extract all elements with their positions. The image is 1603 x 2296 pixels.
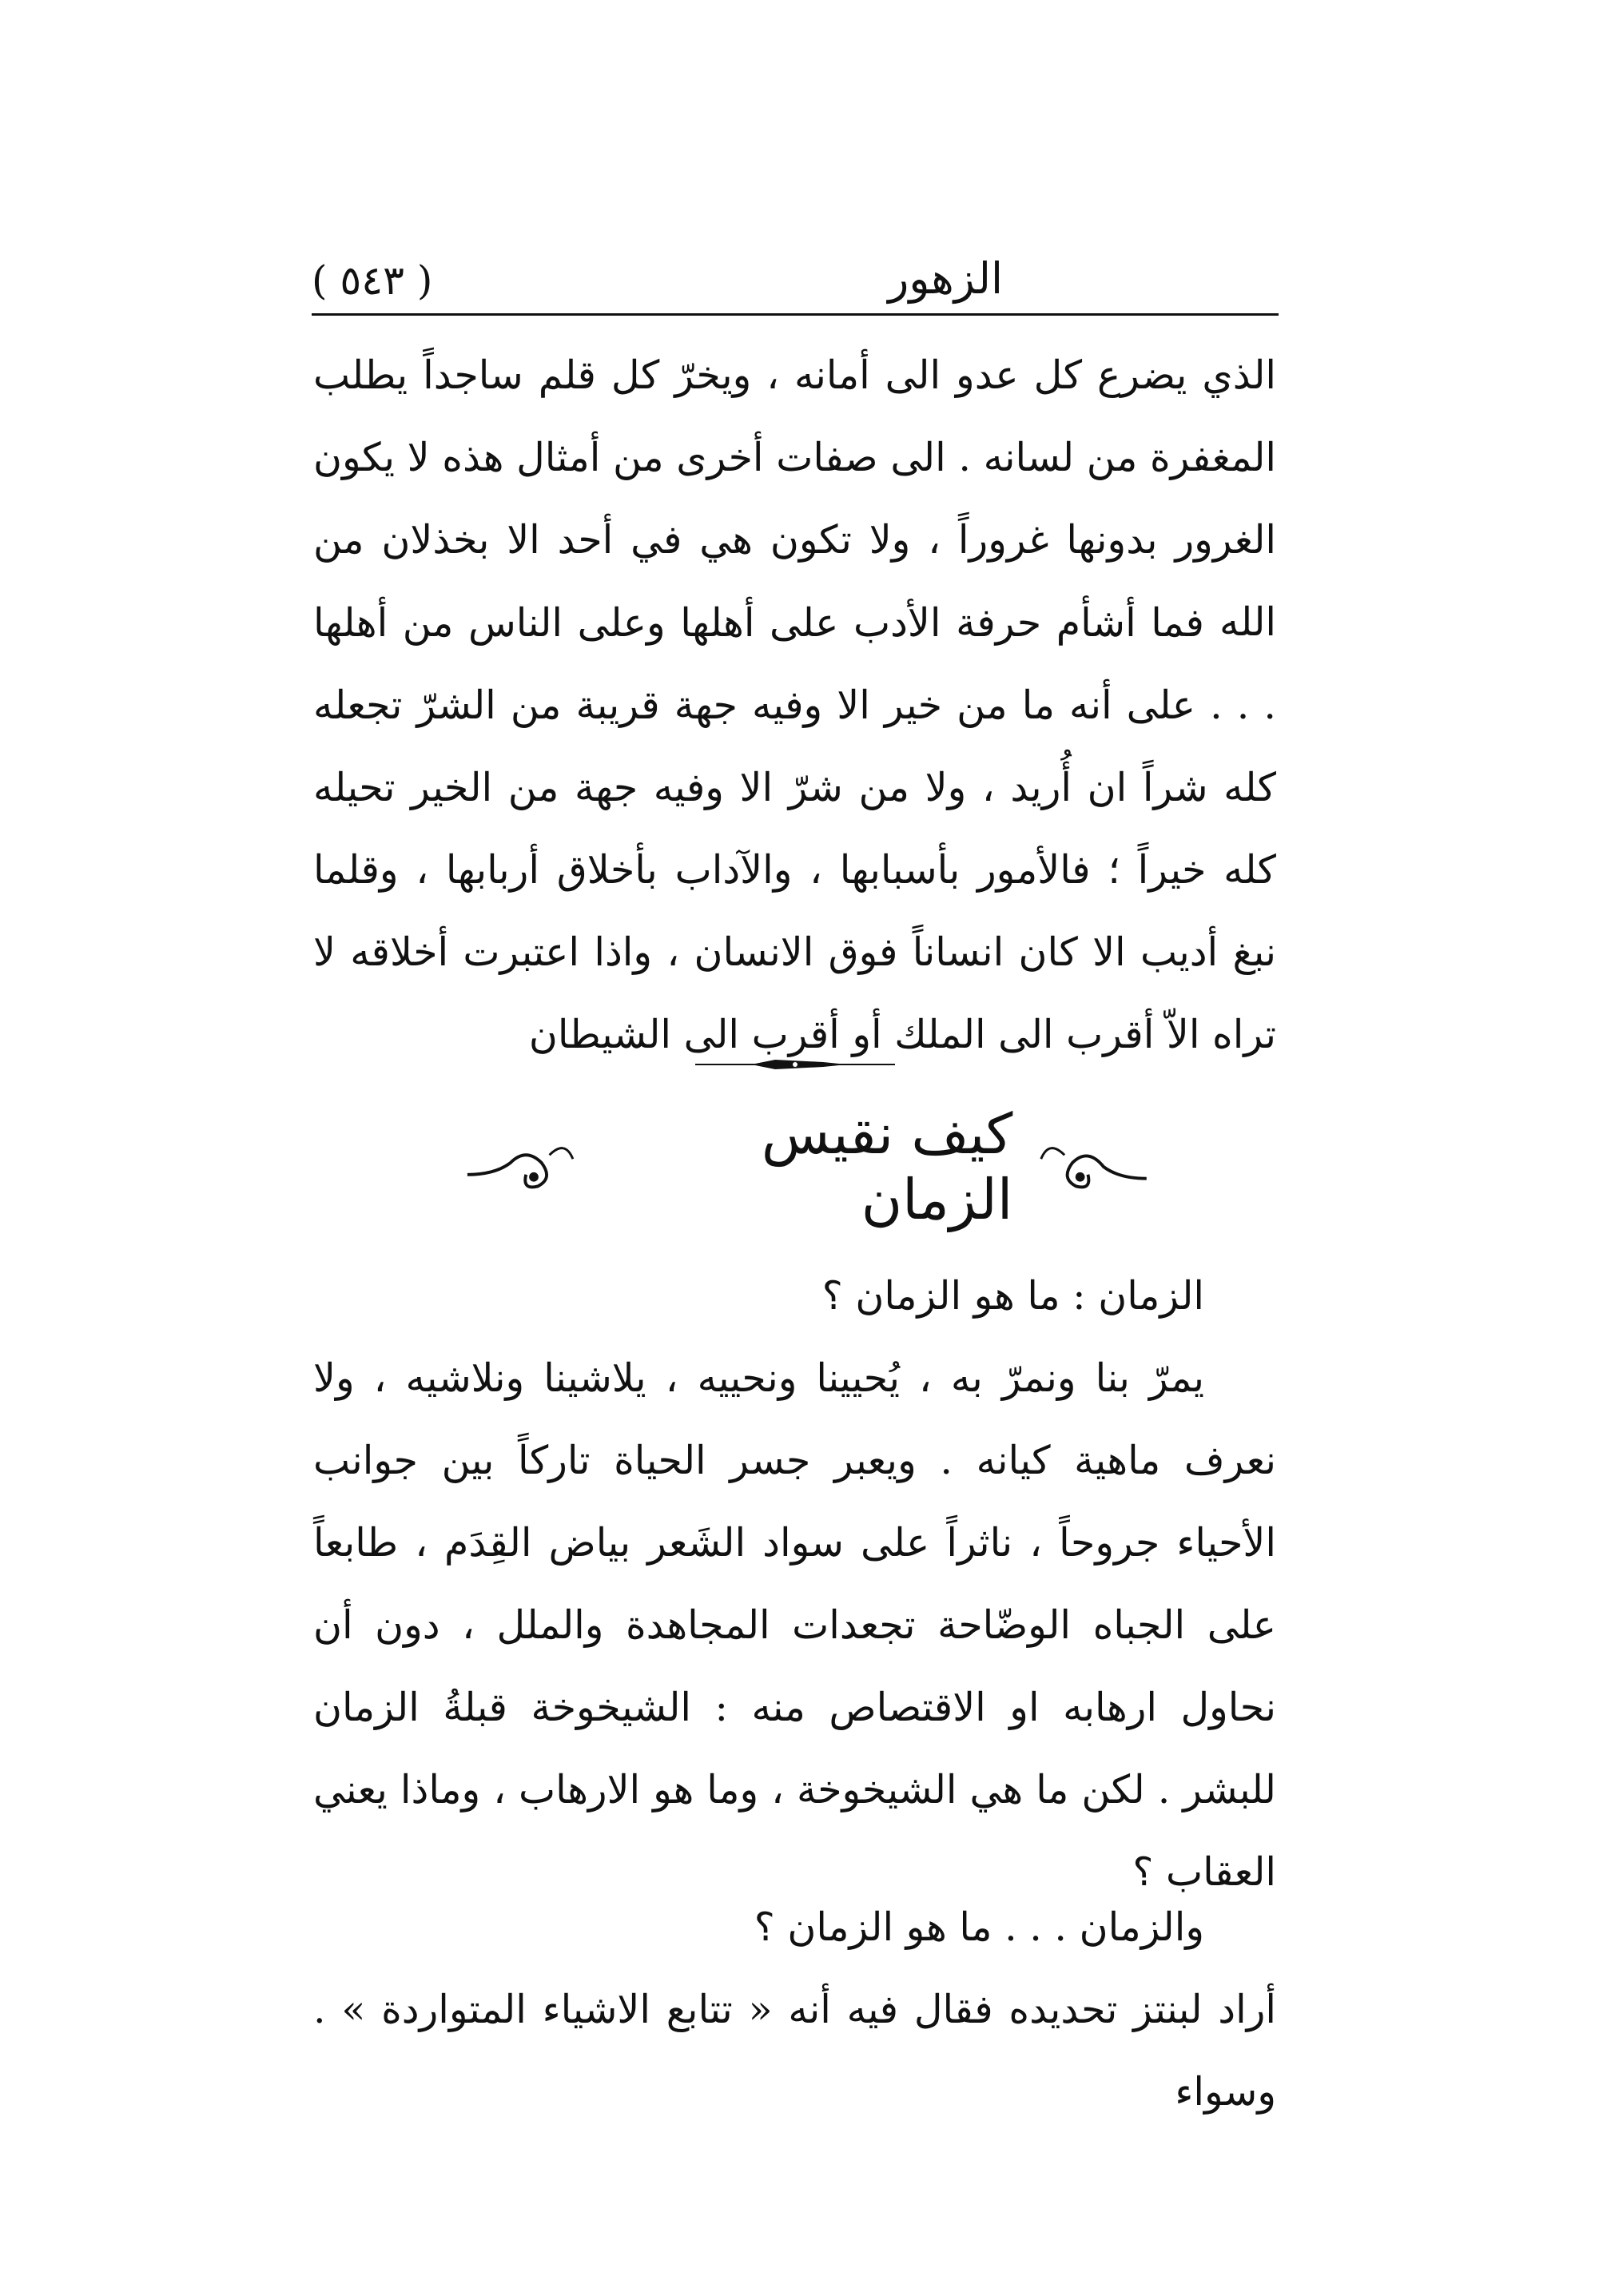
section-body-continued [313,1886,1276,2133]
paragraph-text: أراد لبنتز تحديده فقال فيه أنه « تتابع الاشياء المتواردة » . وسواء [313,1987,1276,2115]
section-title: كيف نقيس الزمان [761,1101,1013,1232]
section-heading [463,1101,1151,1232]
question-line: والزمان . . . ما هو الزمان ؟ [754,1904,1204,1950]
section-body [313,1255,1276,1913]
running-title: الزهور [888,253,1003,304]
flourish-right-icon [1033,1131,1151,1203]
paragraph [313,582,1276,1076]
header-rule [312,313,1279,316]
page-header [312,240,1279,304]
paragraph-text: فما أشأم حرفة الأدب على أهلها وعلى الناس من أهلها . . . على أنه ما من خير الا وفيه جهة قريبة من الشرّ تجعله كله شراً ان أُريد ، ولا من شرّ الا وفيه جهة من الخير تحيله كله خيراً ؛ فالأمور بأسبابها ، والآداب بأخلاق أربابها ، وقلما نبغ أديب الا كان انساناً فوق الانسان ، واذا اعتبرت أخلاقه لا تراه الاّ أقرب الى الملك أو أقرب الى الشيطان [313,600,1276,1057]
question-line: الزمان : ما هو الزمان ؟ [821,1273,1204,1319]
ornament-divider [695,1056,895,1072]
page-number: ( ٥٤٣ ) [312,257,433,304]
paragraph-text: يمرّ بنا ونمرّ به ، يُحيينا ونحييه ، يلاشينا ونلاشيه ، ولا نعرف ماهية كيانه . ويعبر جسر الحياة تاركاً بين جوانب الأحياء جروحاً ، ناثراً على سواد الشَعر بياض القِدَم ، طابعاً على الجباه الوضّاحة تجعدات المجاهدة والملل ، دون أن نحاول ارهابه او الاقتصاص منه : الشيخوخة قبلةُ الزمان للبشر . لكن ما هي الشيخوخة ، وما هو الارهاب ، وماذا يعني العقاب ؟ [313,1355,1276,1895]
paragraph-text: الذي يضرع كل عدو الى أمانه ، ويخرّ كل قلم ساجداً يطلب المغفرة من لسانه . الى صفات أخرى من أمثال هذه لا يكون الغرور بدونها غروراً ، ولا تكون هي في أحد الا بخذلان من الله [313,352,1276,645]
flourish-left-icon [463,1131,581,1203]
